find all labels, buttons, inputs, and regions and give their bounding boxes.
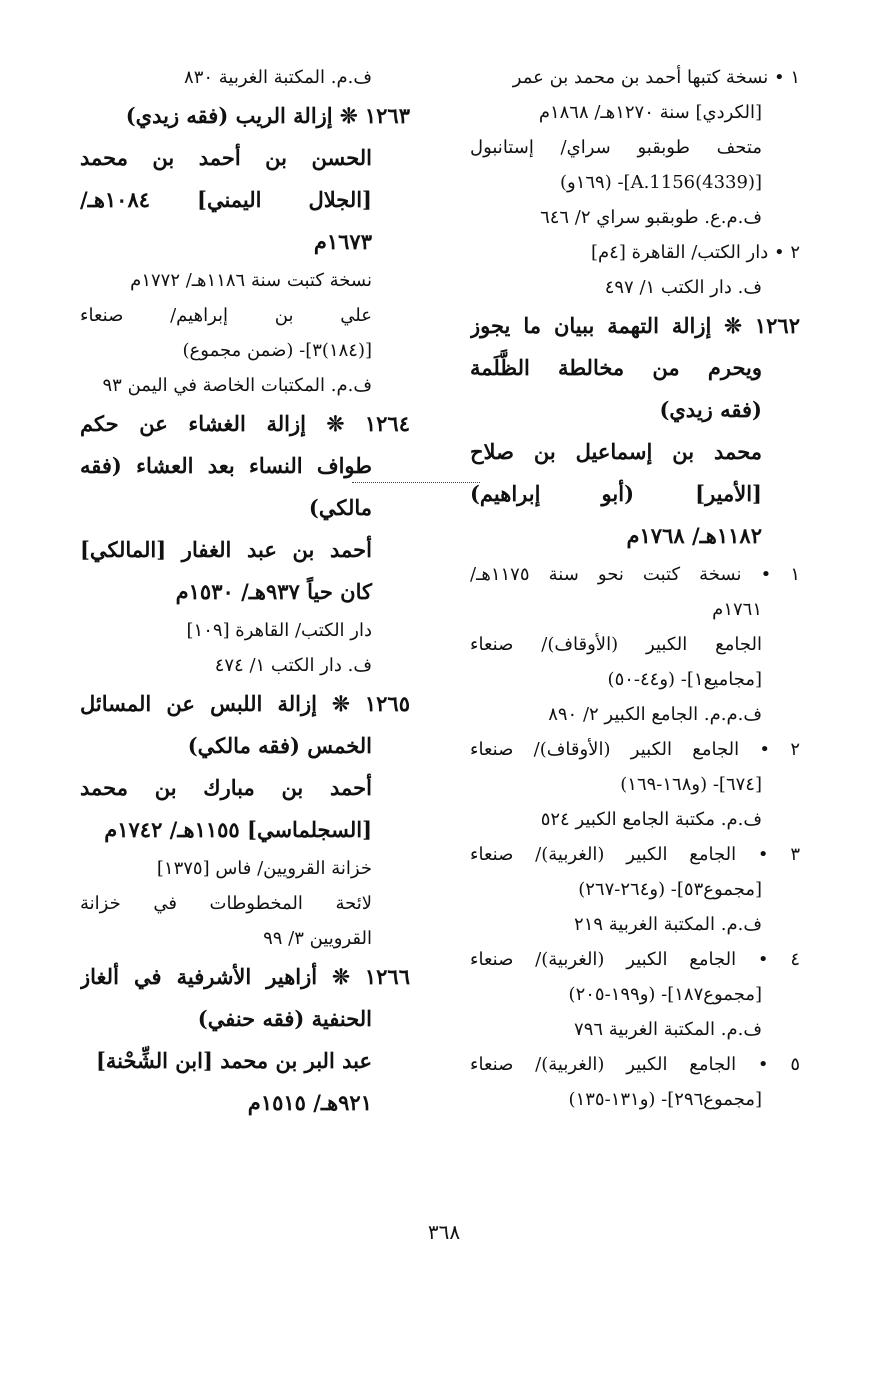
entry-text-line: نسخة كتبت سنة ١١٨٦هـ/ ١٧٧٢م <box>130 270 372 291</box>
entry-text-line: [٦٧٤]- (و١٦٨-١٦٩) <box>620 774 762 795</box>
entry-heading-line: محمد بن إسماعيل بن صلاح <box>470 439 762 464</box>
entry-text-line: دار الكتب/ القاهرة [١٠٩] <box>186 620 372 641</box>
entry-heading-line: طواف النساء بعد العشاء (فقه <box>80 453 372 478</box>
entry-text-line: [مجاميع١]- (و٤٤-٥٠) <box>607 669 762 690</box>
entry-heading-line: الخمس (فقه مالكي) <box>187 733 372 758</box>
right-column <box>470 60 800 1117</box>
entry-text-line: [مجموع٢٩٦]- (و١٣١-١٣٥) <box>568 1089 762 1110</box>
entry-text-line: ف.م. المكتبات الخاصة في اليمن ٩٣ <box>102 375 372 396</box>
entry-text-line: [الكردي] سنة ١٢٧٠هـ/ ١٨٦٨م <box>538 102 762 123</box>
entry-heading-line: ١٢٦٥ ❊ إزالة اللبس عن المسائل <box>80 691 410 716</box>
entry-text-line: ف. دار الكتب ١/ ٤٧٤ <box>214 655 372 676</box>
entry-text-line: ١ • نسخة كتبت نحو سنة ١١٧٥هـ/ <box>470 564 800 585</box>
entry-text-line: [مجموع٥٣]- (و٢٦٤-٢٦٧) <box>578 879 762 900</box>
entry-text-line: متحف طوبقبو سراي/ إستانبول <box>470 137 762 158</box>
entry-text-line: ٤ • الجامع الكبير (الغربية)/ صنعاء <box>470 949 800 970</box>
entry-text-line: ٥ • الجامع الكبير (الغربية)/ صنعاء <box>470 1054 800 1075</box>
entry-heading-line: كان حياً ٩٣٧هـ/ ١٥٣٠م <box>175 579 372 604</box>
entry-text-line: الجامع الكبير (الأوقاف)/ صنعاء <box>470 634 762 655</box>
entry-text-line: [مجموع١٨٧]- (و١٩٩-٢٠٥) <box>568 984 762 1005</box>
entry-heading-line: ٩٢١هـ/ ١٥١٥م <box>247 1090 372 1115</box>
entry-heading-line: أحمد بن عبد الغفار [المالكي] <box>80 537 372 562</box>
entry-text-line: خزانة القرويين/ فاس [١٣٧٥] <box>156 858 372 879</box>
entry-text-line: القرويين ٣/ ٩٩ <box>263 928 372 949</box>
entry-text-line: ٢ • دار الكتب/ القاهرة [٤م] <box>591 242 800 263</box>
entry-text-line: ف. دار الكتب ١/ ٤٩٧ <box>604 277 762 298</box>
entry-text-line: [A.1156(4339)]- (١٦٩و) <box>559 172 762 193</box>
entry-heading-line: ١٢٦٣ ❊ إزالة الريب (فقه زيدي) <box>125 103 410 128</box>
entry-text-line: [(١٨٤)٣]- (ضمن مجموع) <box>182 340 372 361</box>
entry-heading-line: ويحرم من مخالطة الظَّلَمة <box>470 355 762 380</box>
entry-text-line: ف.م.ع. طوبقبو سراي ٢/ ٦٤٦ <box>540 207 762 228</box>
entry-heading-line: ١١٨٢هـ/ ١٧٦٨م <box>626 523 762 548</box>
entry-heading-line: (فقه زيدي) <box>659 397 762 422</box>
entry-heading-line: [الأمير] (أبو إبراهيم) <box>470 481 762 506</box>
entry-text-line: علي بن إبراهيم/ صنعاء <box>80 305 372 326</box>
entry-heading-line: أحمد بن مبارك بن محمد <box>80 775 372 800</box>
entry-heading-line: ١٢٦٦ ❊ أزاهير الأشرفية في ألغاز <box>80 964 410 989</box>
page-number: ٣٦٨ <box>427 1220 461 1244</box>
left-column <box>80 60 410 1124</box>
entry-text-line: ٢ • الجامع الكبير (الأوقاف)/ صنعاء <box>470 739 800 760</box>
entry-heading-line: ١٢٦٢ ❊ إزالة التهمة ببيان ما يجوز <box>470 313 800 338</box>
entry-text-line: ف.م. المكتبة الغربية ٢١٩ <box>574 914 762 935</box>
entry-text-line: ف.م.م. الجامع الكبير ٢/ ٨٩٠ <box>548 704 762 725</box>
entry-heading-line: ١٦٧٣م <box>313 229 372 254</box>
entry-heading-line: ١٢٦٤ ❊ إزالة الغشاء عن حكم <box>80 411 410 436</box>
entry-heading-line: الحنفية (فقه حنفي) <box>197 1006 372 1031</box>
entry-text-line: ٣ • الجامع الكبير (الغربية)/ صنعاء <box>470 844 800 865</box>
entry-heading-line: مالكي) <box>308 495 372 520</box>
entry-heading-line: الحسن بن أحمد بن محمد <box>80 145 372 170</box>
entry-text-line: ١ • نسخة كتبها أحمد بن محمد بن عمر <box>512 67 800 88</box>
entry-heading-line: عبد البر بن محمد [ابن الشِّحْنة] <box>95 1048 372 1073</box>
entry-heading-line: [الجلال اليمني] ١٠٨٤هـ/ <box>80 187 372 212</box>
entry-text-line: ف.م. المكتبة الغربية ٧٩٦ <box>574 1019 762 1040</box>
entry-text-line: لائحة المخطوطات في خزانة <box>80 893 372 914</box>
entry-text-line: ف.م. المكتبة الغربية ٨٣٠ <box>184 67 372 88</box>
entry-text-line: ف.م. مكتبة الجامع الكبير ٥٢٤ <box>540 809 762 830</box>
entry-heading-line: [السجلماسي] ١١٥٥هـ/ ١٧٤٢م <box>104 817 372 842</box>
entry-text-line: ١٧٦١م <box>712 599 762 620</box>
